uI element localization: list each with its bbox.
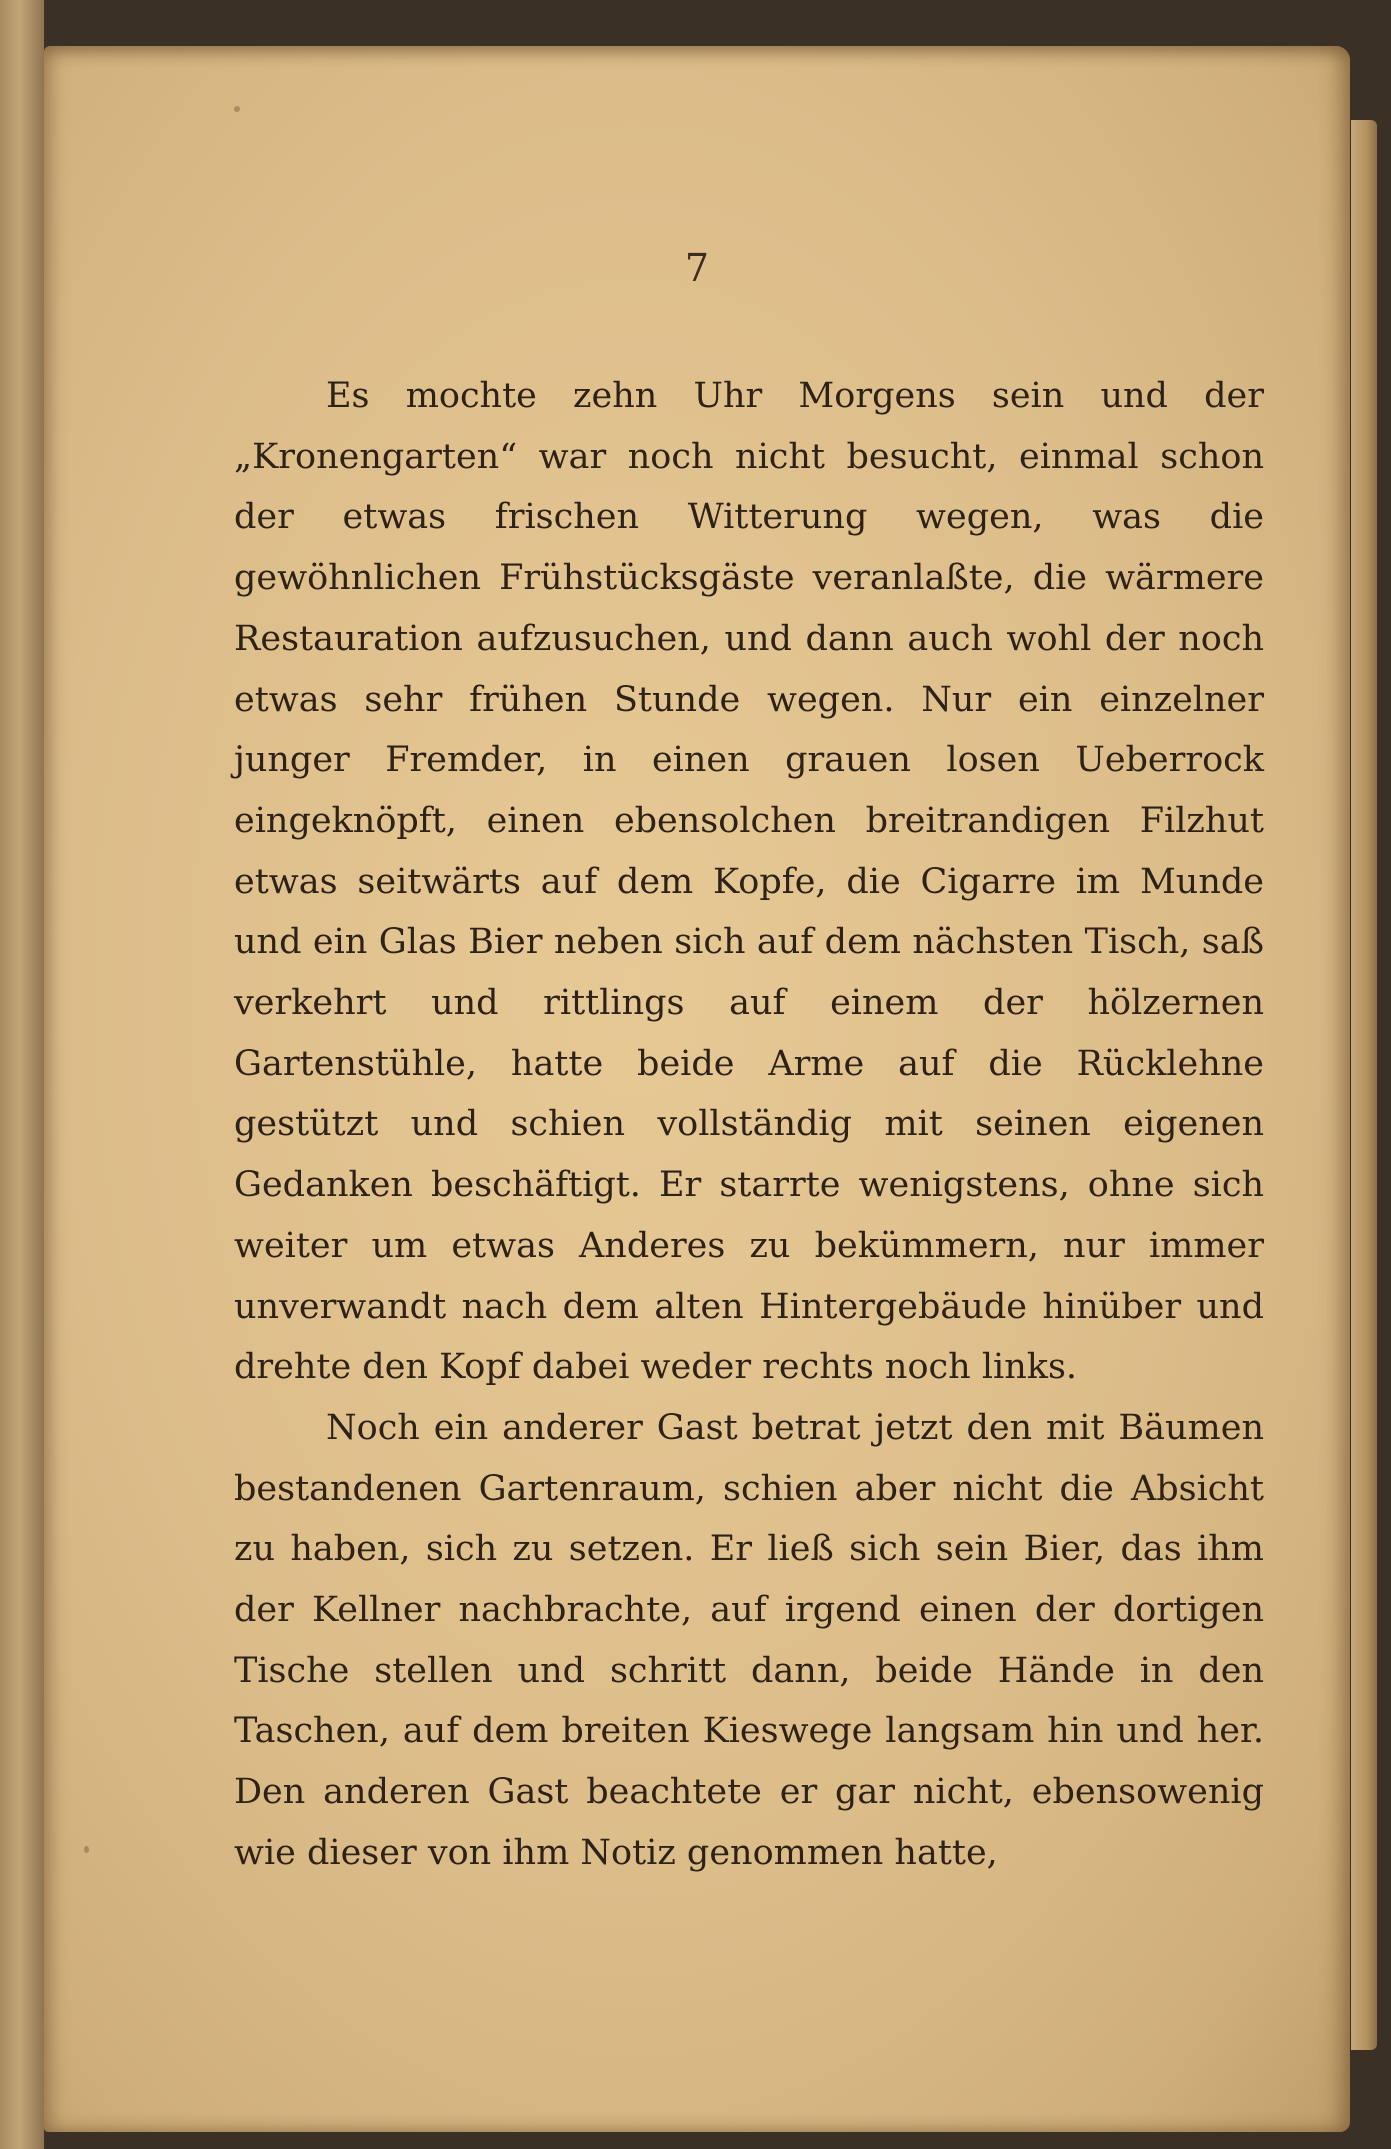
paragraph-1: Es mochte zehn Uhr Morgens sein und der „Kronengarten“ war noch nicht besucht, einmal schon der etwas frischen Witterung wegen, was die gewöhnlichen Frühstücksgäste veranlaßte, die wärmere Restauration aufzusuchen, und dann auch wohl der noch etwas sehr frühen Stunde wegen. Nur ein einzelner junger Fremder, in einen grauen losen Ueberrock eingeknöpft, einen ebensolchen breitrandigen Filzhut etwas seitwärts auf dem Kopfe, die Cigarre im Munde und ein Glas Bier neben sich auf dem nächsten Tisch, saß verkehrt und rittlings auf einem der hölzernen Gartenstühle, hatte beide Arme auf die Rücklehne gestützt und schien vollständig mit seinen eigenen Gedanken beschäftigt. Er starrte wenigstens, ohne sich weiter um etwas Anderes zu bekümmern, nur immer unverwandt nach dem alten Hintergebäude hinüber und drehte den Kopf dabei weder rechts noch links. <box>234 376 1264 1388</box>
page-number: 7 <box>684 246 710 290</box>
paper-spot <box>84 1846 89 1853</box>
paper-spot <box>234 106 240 112</box>
page-stack-edge <box>1351 120 1377 2050</box>
book-page <box>44 46 1350 2132</box>
facing-page-edge <box>0 0 44 2149</box>
paragraph-2: Noch ein anderer Gast betrat jetzt den mit Bäumen bestandenen Gartenraum, schien aber nicht die Absicht zu haben, sich zu setzen. Er ließ sich sein Bier, das ihm der Kellner nachbrachte, auf irgend einen der dortigen Tische stellen und schritt dann, beide Hände in den Taschen, auf dem breiten Kieswege langsam hin und her. Den anderen Gast beachtete er gar nicht, ebensowenig wie dieser von ihm Notiz genommen hatte, <box>234 1407 1264 1873</box>
body-text <box>234 366 1264 1884</box>
